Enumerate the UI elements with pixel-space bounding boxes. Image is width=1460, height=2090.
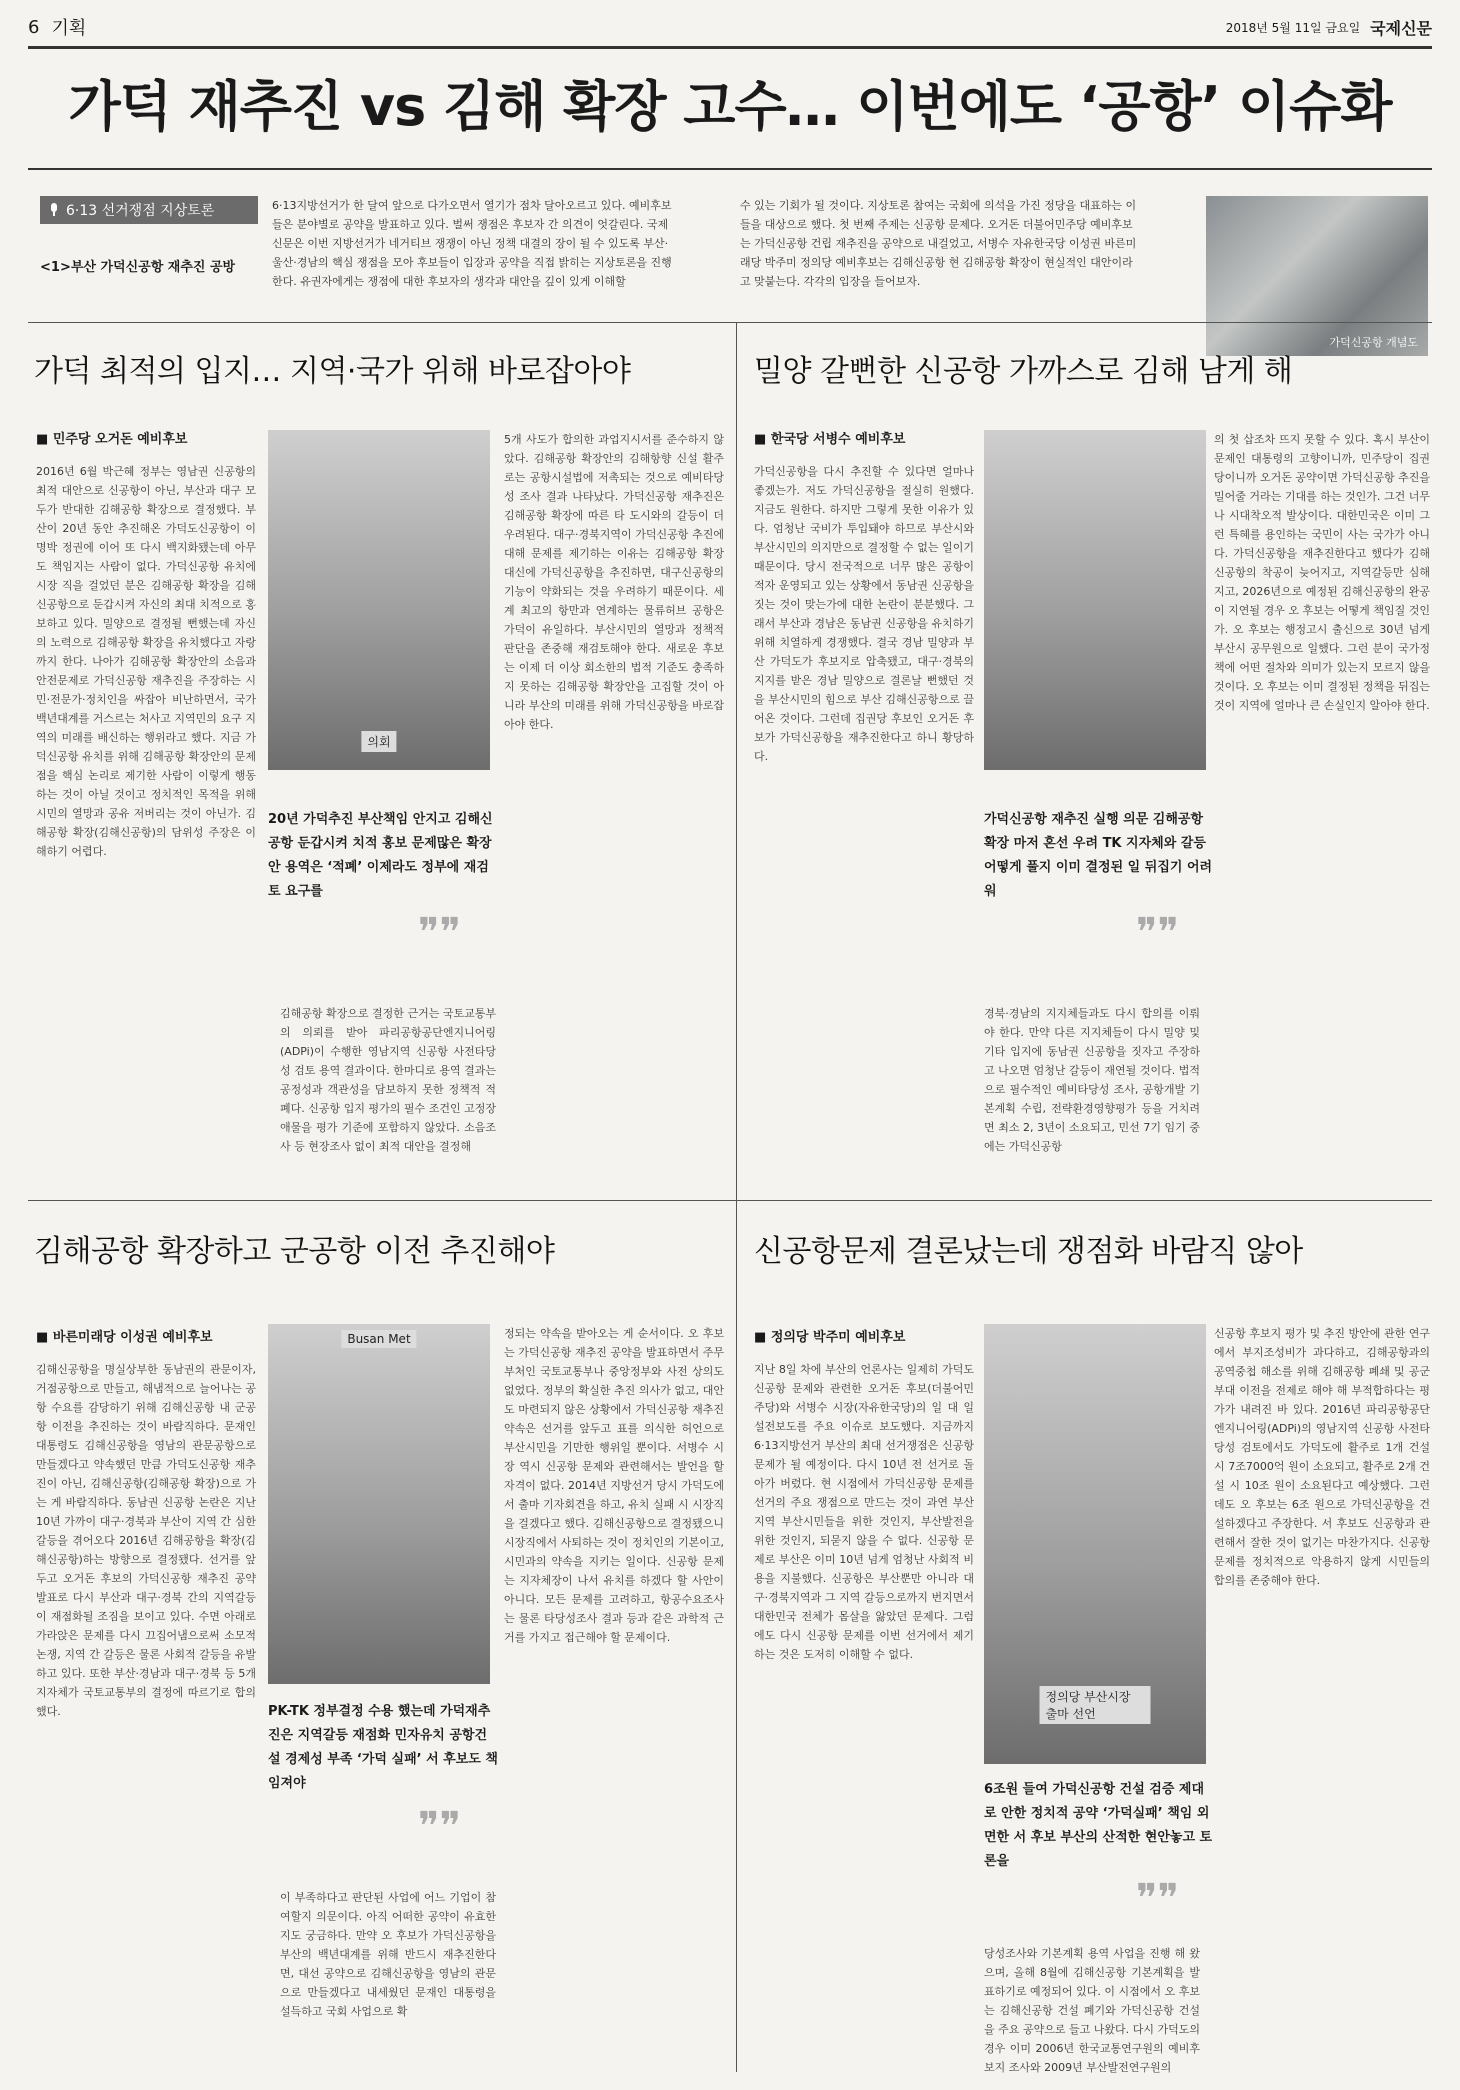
- issue-date: 2018년 5월 11일 금요일: [1225, 20, 1361, 35]
- series-badge-label: 6·13 선거쟁점 지상토론: [66, 203, 215, 219]
- divider: [28, 168, 1432, 170]
- article-column: 2016년 6월 박근혜 정부는 영남권 신공항의 최적 대안으로 신공항이 아닌, 부산과 대구 모두가 반대한 김해공항 확장으로 결정했다. 부산이 20년 동안 추진해온 가덕도신공항이 이명박 정권에 이어 또 다시 백지화됐는데 아무도 책임지는 사람이 없다. 가덕신공항 유치에 시장 직을 걸었던 분은 김해공항 확장을 김해신공항으로 둔갑시켜 자신의 최대 치적으로 홍보하고 있다. 밀양으로 결정될 뻔했는데 자신의 노력으로 김해공항 확장을 유치했다고 자랑까지 한다. 나아가 김해공항 확장안의 소음과 안전문제로 가덕신공항 재추진을 주장하는 시민·전문가·정치인을 싸잡아 비난하면서, 국가백년대계를 거스르는 처사고 지역민의 요구 지역의 미래를 배신하는 행위라고 했다. 지금 가덕신공항 유치를 위해 김해공항 확장안의 문제점을 핵심 논리로 제기한 사람이 이렇게 행동하는 것이 아닐 것이고 정치적인 목적을 위해 시민의 열망과 공유 저버리는 것이 아닌가. 김해공항 확장(김해신공항)의 담위성 주장은 이해하기 어렵다.: [36, 465, 256, 858]
- candidate-photo: [268, 430, 490, 770]
- article-column: 이 부족하다고 판단된 사업에 어느 기업이 참여할지 의문이다. 아직 어떠한 공약이 유효한지도 궁금하다. 만약 오 후보가 가덕신공항을 부산의 백년대계를 위해 반드시 재추진한다면, 대선 공약으로 김해신공항을 영남의 관문으로 만들겠다고 내세웠던 문재인 대통령을 설득하고 국회 사업으로 확: [280, 1891, 496, 2018]
- photo-label: 의회: [361, 731, 396, 752]
- microphone-icon: [48, 203, 60, 217]
- candidate-label: ■ 민주당 오거돈 예비후보: [36, 428, 187, 447]
- candidate-label: ■ 정의당 박주미 예비후보: [754, 1326, 905, 1345]
- article-column: 5개 사도가 합의한 과업지시서를 준수하지 않았다. 김해공항 확장안의 김해항향 신설 활주로는 공항시설법에 저촉되는 것으로 예비타당성 조사 결과 나타났다. 가덕신공항 재추진은 김해공항 확장에 따른 타 도시와의 갈등이 더 우려된다. 대구·경북지역이 가덕신공항 추진에 대해 문제를 제기하는 이유는 김해공항 확장 대신에 가덕신공항을 추진하면, 대구신공항의 기능이 약화되는 것을 우려하기 때문이다. 세계 최고의 항만과 연계하는 물류허브 공항은 가덕이 유일하다. 부산시민의 열망과 정책적 판단을 존중해 재검토해야 한다. 새로운 후보는 이제 더 이상 회소한의 법적 기준도 충족하지 못하는 김해공항 확장안을 고집할 것이 아니라 부산의 미래를 위해 가덕신공항을 바로잡아야 한다.: [504, 433, 724, 731]
- section-title: 밀양 갈뻔한 신공항 가까스로 김해 남게 해: [754, 354, 1293, 389]
- intro-text-2: 수 있는 기회가 될 것이다. 지상토론 참여는 국회에 의석을 가진 정당을 대표하는 이들을 대상으로 했다. 첫 번째 주제는 신공항 문제다. 오거돈 더불어민주당 예비후보는 가덕신공항 건립 재추진을 공약으로 내걸었고, 서병수 자유한국당 이성권 바른미래당 박주미 정의당 예비후보는 김해신공항 현 김해공항 확장이 현실적인 대안이라고 맞붙는다. 각각의 입장을 들어보자.: [740, 199, 1137, 288]
- photo-caption: 가덕신공항 개념도: [1329, 336, 1418, 349]
- newspaper-brand: 국제신문: [1370, 18, 1432, 38]
- pull-quote: 20년 가덕추진 부산책임 안지고 김해신공항 둔갑시켜 치적 홍보 문제많은 확장안 용역은 ‘적폐’ 이제라도 정부에 재검토 요구를: [268, 812, 493, 899]
- article-column: 의 첫 삽조차 뜨지 못할 수 있다. 혹시 부산이 문제인 대통령의 고향이니까, 민주당이 집권당이니까 오거돈 공약이면 가덕신공항 추진을 밀어줄 거라는 기대를 하는 것인가. 그건 너무나 시대착오적 발상이다. 대한민국은 이미 그런 특혜를 용인하는 국민이 사는 국가가 아니다. 가덕신공항을 재추진한다고 했다가 김해신공항의 착공이 늦어지고, 지역갈등만 심해지고, 2026년으로 예정된 김해신공항의 완공이 지연될 경우 오 후보는 어떻게 책임질 것인가. 오 후보는 행정고시 출신으로 30년 넘게 부산시 공무원으로 일했다. 그런 분이 국가정책에 어떤 절차와 의미가 있는지 모르지 않을 것이다. 오 후보는 이미 결정된 정책을 뒤집는 것이 지역에 얼마나 큰 손실인지 알아야 한다.: [1214, 433, 1430, 712]
- section-title: 가덕 최적의 입지… 지역·국가 위해 바로잡아야: [34, 354, 631, 389]
- intro-photo: [1206, 196, 1428, 356]
- photo-label: 정의당 부산시장 출마 선언: [1040, 1686, 1151, 1724]
- pull-quote: PK-TK 정부결정 수용 했는데 가덕재추진은 지역갈등 재점화 민자유치 공항건설 경제성 부족 ‘가덕 실패’ 서 후보도 책임져야: [268, 1704, 498, 1791]
- series-subtitle: <1>부산 가덕신공항 재추진 공방: [40, 260, 236, 275]
- page-number: 6: [28, 16, 40, 38]
- section-title: 김해공항 확장하고 군공항 이전 추진해야: [34, 1234, 555, 1269]
- quote-icon: ❞❞: [1136, 910, 1180, 956]
- article-column: 당성조사와 기본계획 용역 사업을 진행 해 왔으며, 올해 8월에 김해신공항 기본계획을 발표하기로 예정되어 있다. 이 시점에서 오 후보는 김해신공항 건설 폐기와 가덕신공항 건설을 주요 공약으로 들고 나왔다. 다시 가덕도의 경우 이미 2006년 한국교통연구원의 예비후보지 조사와 2009년 부산발전연구원의: [984, 1947, 1200, 2074]
- article-column: 가덕신공항을 다시 추진할 수 있다면 얼마나 좋겠는가. 저도 가덕신공항을 절실히 원했다. 지금도 원한다. 하지만 그렇게 못한 이유가 있다. 엄청난 국비가 투입돼야 하므로 부산시와 부산시민의 의지만으로 결정할 수 없는 일이기 때문이다. 당시 전국적으로 너무 많은 공항이 적자 운영되고 있는 상황에서 동남권 신공항을 짓는 것이 맞는가에 대한 논란이 분분했다. 그래서 부산과 경남은 동남권 신공항을 유치하기 위해 치열하게 경쟁했다. 결국 경남 밀양과 부산 가덕도가 후보지로 압축됐고, 대구·경북의 지지를 받은 경남 밀양으로 결론날 뻔했던 것을 부산시민의 힘으로 부산 김해신공항으로 끌어온 것이다. 그런데 집권당 후보인 오거돈 후보가 가덕신공항을 재추진한다고 하니 황당하다.: [754, 465, 974, 763]
- intro-text-1: 6·13지방선거가 한 달여 앞으로 다가오면서 열기가 점차 달아오르고 있다. 예비후보들은 분야별로 공약을 발표하고 있다. 벌써 쟁점은 후보자 간 의견이 엇갈린다. 국제신문은 이번 지방선거가 네거티브 쟁쟁이 아닌 정책 대결의 장이 될 수 있도록 부산·울산·경남의 핵심 쟁점을 모아 후보들이 입장과 공약을 직접 밝히는 지상토론을 진행한다. 유권자에게는 쟁점에 대한 후보자의 생각과 대안을 깊이 있게 이해할: [272, 199, 672, 288]
- quote-icon: ❞❞: [418, 910, 462, 956]
- article-column: 지난 8일 차에 부산의 언론사는 일제히 가덕도신공항 문제와 관련한 오거돈 후보(더불어민주당)와 서병수 시장(자유한국당)의 일 대 일 설전보도를 주요 이슈로 보도했다. 지금까지 6·13지방선거 부산의 최대 선거쟁점은 신공항 문제가 될 예정이다. 다시 10년 전 선거로 돌아가 버렸다. 현 시점에서 가덕신공항 문제를 선거의 주요 쟁점으로 만드는 것이 과연 부산지역 부산시민들을 위한 것인지, 부산발전을 위한 것인지, 되묻지 않을 수 없다. 신공항 문제로 부산은 이미 10년 넘게 엄청난 사회적 비용을 지불했다. 신공항은 부산뿐만 아니라 대구·경북지역과 그 지역 갈등으로까지 번지면서 대한민국 전체가 몸살을 앓았던 문제다. 그럼에도 다시 신공항 문제를 이번 선거에서 제기하는 것은 도저히 이해할 수 없다.: [754, 1363, 974, 1661]
- divider: [28, 322, 1432, 323]
- candidate-photo: [268, 1324, 490, 1684]
- page-header: [28, 8, 1432, 49]
- quote-icon: ❞❞: [418, 1804, 462, 1850]
- article-column: 신공항 후보지 평가 및 추진 방안에 관한 연구에서 부지조성비가 과다하고, 김해공항과의 공역중첩 해소를 위해 김해공항 폐쇄 및 공군부대 이전을 전제로 해야 해 부적합하다는 평가가 내려진 바 있다. 2016년 파리공항공단엔지니어링(ADPi)의 영남지역 신공항 사전타당성 검토에서도 가덕도에 활주로 1개 건설 시 7조7000억 원이 소요되고, 활주로 2개 건설 시 10조 원이 소요된다고 예상했다. 그런데도 오 후보는 6조 원으로 가덕신공항을 건설하겠다고 주장한다. 서 후보도 신공항과 관련해서 잘한 것이 없기는 마찬가지다. 신공항 문제를 정치적으로 악용하지 않게 시민들의 합의를 존중해야 한다.: [1214, 1327, 1430, 1587]
- row-divider: [28, 1200, 1432, 1201]
- quote-icon: ❞❞: [1136, 1876, 1180, 1922]
- column-divider: [736, 322, 737, 2072]
- section-title: 신공항문제 결론났는데 쟁점화 바람직 않아: [754, 1234, 1303, 1269]
- series-badge: [40, 196, 258, 224]
- article-column: 정되는 약속을 받아오는 게 순서이다. 오 후보는 가덕신공항 재추진 공약을 발표하면서 주무부처인 국토교통부나 중앙정부와 사전 상의도 없었다. 정부의 확실한 추진 의사가 없고, 대안도 마련되지 않은 상황에서 가덕신공항 재추진 약속은 선거를 앞두고 표를 의식한 허언으로 부산시민을 기만한 행위일 뿐이다. 서병수 시장 역시 신공항 문제와 관련해서는 발언을 할 자격이 없다. 2014년 지방선거 당시 가덕도에서 출마 기자회견을 하고, 유치 실패 시 시장직을 걸겠다고 했다. 김해신공항으로 결정됐으니 시장직에서 사퇴하는 것이 정치인의 기본이고, 시민과의 약속을 지키는 일이다. 신공항 문제는 지자체장이 나서 유치를 하겠다 할 사안이 아니다. 모든 문제를 고려하고, 항공수요조사는 물론 타당성조사 결과 등과 같은 과학적 근거를 가지고 접근해야 할 문제이다.: [504, 1327, 724, 1644]
- candidate-photo: [984, 1324, 1206, 1764]
- main-headline: 가덕 재추진 vs 김해 확장 고수… 이번에도 ‘공항’ 이슈화: [68, 75, 1392, 138]
- pull-quote: 6조원 들여 가덕신공항 건설 검증 제대로 안한 정치적 공약 ‘가덕실패’ 책임 외면한 서 후보 부산의 산적한 현안놓고 토론을: [984, 1782, 1213, 1869]
- article-column: 김해공항 확장으로 결정한 근거는 국토교통부의 의뢰를 받아 파리공항공단엔지니어링(ADPi)이 수행한 영남지역 신공항 사전타당성 검토 용역 결과이다. 한마디로 용역 결과는 공정성과 객관성을 담보하지 못한 정책적 적폐다. 신공항 입지 평가의 필수 조건인 고정장애물을 평가 기준에 포함하지 않았다. 소음조사 등 현장조사 없이 최적 대안을 결정해: [280, 1007, 496, 1153]
- candidate-label: ■ 한국당 서병수 예비후보: [754, 428, 905, 447]
- pull-quote: 가덕신공항 재추진 실행 의문 김해공항 확장 마저 혼선 우려 TK 지자체와 갈등 어떻게 풀지 이미 결정된 일 뒤집기 어려워: [984, 812, 1213, 899]
- section-name: 기획: [51, 18, 87, 39]
- candidate-label: ■ 바른미래당 이성권 예비후보: [36, 1326, 213, 1345]
- photo-label: Busan Met: [341, 1330, 416, 1348]
- article-column: 김해신공항을 명실상부한 동남권의 관문이자, 거점공항으로 만들고, 해냄적으로 늘어나는 공항 수요를 감당하기 위해 김해신공항 내 군공항 이전을 추진하는 것이 바람직하다. 문재인 대통령도 김해신공항을 영남의 관문공항으로 만들겠다고 약속했던 만큼 가덕도신공항 재추진이 아닌, 김해신공항(김해공항 확장)으로 가는 게 바람직하다. 동남권 신공항 논란은 지난 10년 가까이 대구·경북과 부산이 지역 간 심한 갈등을 겪어오다 2016년 김해공항을 확장(김해신공항)하는 방향으로 결정됐다. 선거를 앞두고 오거돈 후보의 가덕신공항 재추진 공약 발표로 다시 부산과 대구·경북 간의 지역갈등이 재점화될 조짐을 보이고 있다. 수면 아래로 가라앉은 문제를 다시 끄집어냄으로써 소모적 논쟁, 지역 간 갈등은 물론 사회적 갈등을 유발하고 있다. 또한 부산·경남과 대구·경북 등 5개 지자체가 국토교통부의 결정에 따르기로 합의했다.: [36, 1363, 256, 1718]
- article-column: 경북·경남의 지지체들과도 다시 합의를 이뤄야 한다. 만약 다른 지지체들이 다시 밀양 및 기타 입지에 동남권 신공항을 짓자고 주장하고 나오면 엄청난 갈등이 재연될 것이다. 법적으로 필수적인 예비타당성 조사, 공항개발 기본계획 수립, 전략환경영향평가 등을 거치려면 최소 2, 3년이 소요되고, 민선 7기 임기 중에는 가덕신공항: [984, 1007, 1200, 1153]
- candidate-photo: [984, 430, 1206, 770]
